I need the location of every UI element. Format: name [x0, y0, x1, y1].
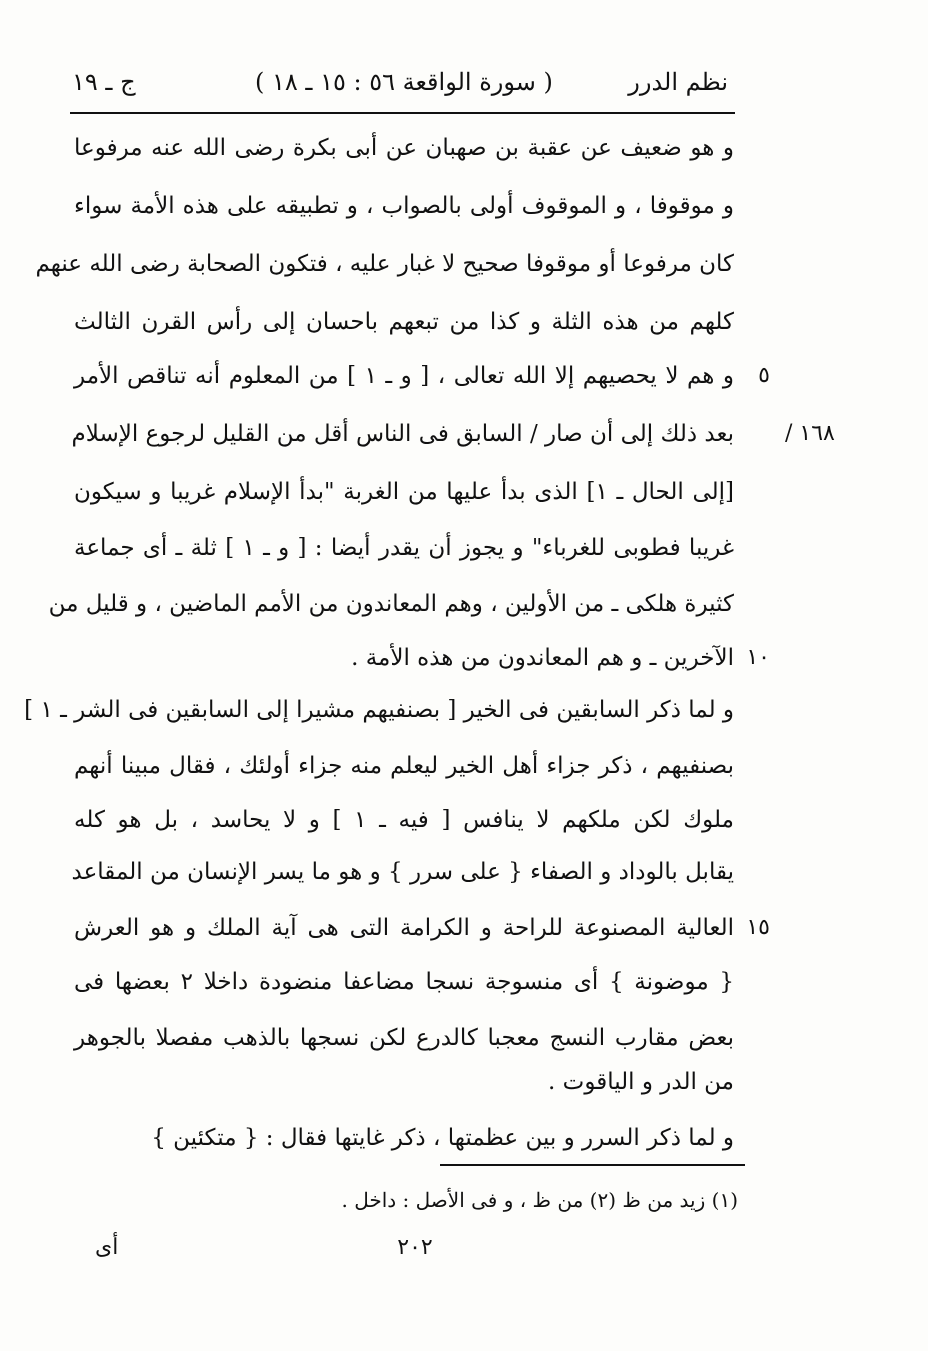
- text-line-4: كلهم من هذه الثلة و كذا من تبعهم باحسان إلى رأس القرن الثالث: [74, 309, 734, 335]
- text-line-18: من الدر و الياقوت .: [548, 1069, 734, 1095]
- footnote: (١) زيد من ظ (٢) من ظ ، و فى الأصل : داخل .: [341, 1188, 738, 1212]
- text-line-17: بعض مقارب النسج معجبا كالدرع لكن نسجها بالذهب مفصلا بالجوهر: [74, 1025, 734, 1051]
- text-line-15: العالية المصنوعة للراحة و الكرامة التى هى آية الملك و هو العرش: [74, 915, 734, 941]
- text-line-14: يقابل بالوداد و الصفاء { على سرر } و هو ما يسر الإنسان من المقاعد: [71, 859, 734, 885]
- text-line-9: كثيرة هلكى ـ من الأولين ، وهم المعاندون من الأمم الماضين ، و قليل من: [48, 591, 734, 617]
- text-line-11: و لما ذكر السابقين فى الخير [ بصنفيهم مشيرا إلى السابقين فى الشر ـ ١ ]: [24, 697, 734, 723]
- margin-page-reference: ١٦٨ /: [785, 421, 835, 446]
- text-line-6: بعد ذلك إلى أن صار / السابق فى الناس أقل من القليل لرجوع الإسلام: [71, 421, 734, 447]
- line-number-15: ١٥: [746, 915, 770, 940]
- footnote-rule: [440, 1164, 745, 1166]
- text-line-5: و هم لا يحصيهم إلا الله تعالى ، [ و ـ ١ ] من المعلوم أنه تناقص الأمر: [74, 363, 735, 389]
- text-line-13: ملوك لكن ملكهم لا ينافس [ فيه ـ ١ ] و لا يحاسد ، بل هو كله: [74, 807, 734, 833]
- text-line-8: غريبا فطوبى للغرباء" و يجوز أن يقدر أيضا : [ و ـ ١ ] ثلة ـ أى جماعة: [74, 535, 734, 561]
- line-number-10: ١٠: [746, 645, 770, 670]
- text-line-12: بصنفيهم ، ذكر جزاء أهل الخير ليعلم منه جزاء أولئك ، فقال مبينا أنهم: [74, 753, 734, 779]
- text-line-16: { موضونة } أى منسوجة نسجا مضاعفا منضودة داخلا ٢ بعضها فى: [74, 969, 734, 995]
- text-line-19: و لما ذكر السرر و بين عظمتها ، ذكر غايتها فقال : { متكئين }: [151, 1125, 734, 1151]
- surah-reference: ( سورة الواقعة ٥٦ : ١٥ ـ ١٨ ): [255, 68, 553, 96]
- text-line-2: و موقوفا ، و الموقوف أولى بالصواب ، و تطبيقه على هذه الأمة سواء: [74, 193, 734, 219]
- text-line-7: [إلى الحال ـ ١] الذى بدأ عليها من الغربة "بدأ الإسلام غريبا و سيكون: [74, 479, 734, 505]
- running-title: نظم الدرر: [628, 68, 728, 96]
- page-number: ٢٠٢: [397, 1235, 433, 1260]
- catchword: أى: [95, 1235, 119, 1260]
- text-line-10: الآخرين ـ و هم المعاندون من هذه الأمة .: [351, 645, 734, 671]
- text-line-3: كان مرفوعا أو موقوفا صحيح لا غبار عليه ، فتكون الصحابة رضى الله عنهم: [35, 251, 734, 277]
- header-rule: [70, 112, 735, 114]
- text-line-1: و هو ضعيف عن عقبة بن صهبان عن أبى بكرة رضى الله عنه مرفوعا: [74, 135, 734, 161]
- line-number-5: ٥: [758, 363, 770, 388]
- volume-number: ج ـ ١٩: [72, 68, 136, 96]
